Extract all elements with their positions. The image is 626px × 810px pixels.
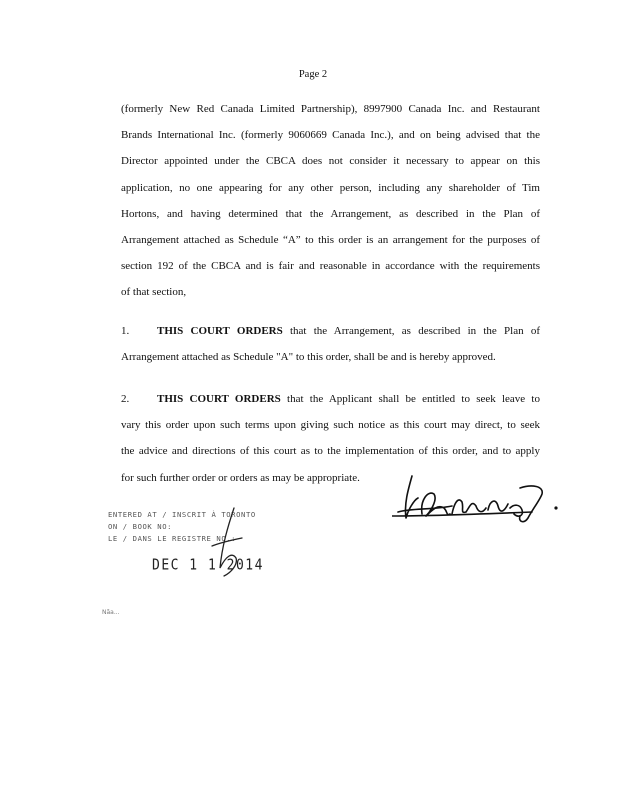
judge-signature	[392, 470, 562, 530]
order-2-first-line	[121, 386, 540, 412]
order-2-line: vary this order upon such terms upon giving such notice as this court may direct, to seek	[121, 419, 540, 432]
recital-line: Arrangement attached as Schedule “A” to this order is an arrangement for the purposes of	[121, 234, 540, 247]
stamp-entered-line: ENTERED AT / INSCRIT À TORONTO	[108, 510, 256, 519]
order-1-first-line	[121, 318, 540, 344]
recital-line: Director appointed under the CBCA does not consider it necessary to appear on this	[121, 155, 540, 168]
stamp-book-line: ON / BOOK NO:	[108, 522, 173, 531]
recital-line: Hortons, and having determined that the Arrangement, as described in the Plan of	[121, 207, 540, 220]
order-1-line: Arrangement attached as Schedule "A" to this order, shall be and is hereby approved.	[121, 351, 496, 364]
recital-line: (formerly New Red Canada Limited Partnership), 8997900 Canada Inc. and Restaurant	[121, 103, 540, 115]
order-2-text: that the Applicant shall be entitled to seek leave to	[280, 393, 540, 405]
margin-mark: Nãa...	[102, 609, 120, 616]
order-2-heading: THIS COURT ORDERS	[157, 393, 281, 405]
stamp-register-line: LE / DANS LE REGISTRE NO.:	[108, 534, 237, 543]
order-paragraph-1	[121, 318, 540, 370]
order-1-heading: THIS COURT ORDERS	[157, 325, 283, 337]
recital-line: Brands International Inc. (formerly 9060669 Canada Inc.), and on being advised that the	[121, 129, 540, 142]
recital-paragraph	[121, 96, 540, 306]
recital-line: application, no one appearing for any other person, including any shareholder of Tim	[121, 181, 540, 194]
court-entry-stamp	[108, 510, 278, 590]
order-2-line: for such further order or orders as may be appropriate.	[121, 471, 360, 484]
stamp-initials	[208, 506, 248, 586]
order-1-number: 1.	[121, 325, 130, 337]
order-2-number: 2.	[121, 393, 130, 405]
order-1-text: that the Arrangement, as described in the Plan of	[282, 325, 540, 337]
recital-line: section 192 of the CBCA and is fair and reasonable in accordance with the requirements	[121, 260, 540, 273]
recital-line: of that section,	[121, 286, 187, 299]
order-2-line: the advice and directions of this court as to the implementation of this order, and to apply	[121, 445, 540, 458]
page-number: Page 2	[298, 69, 328, 80]
stamp-date: DEC 1 1 2014	[152, 556, 264, 575]
